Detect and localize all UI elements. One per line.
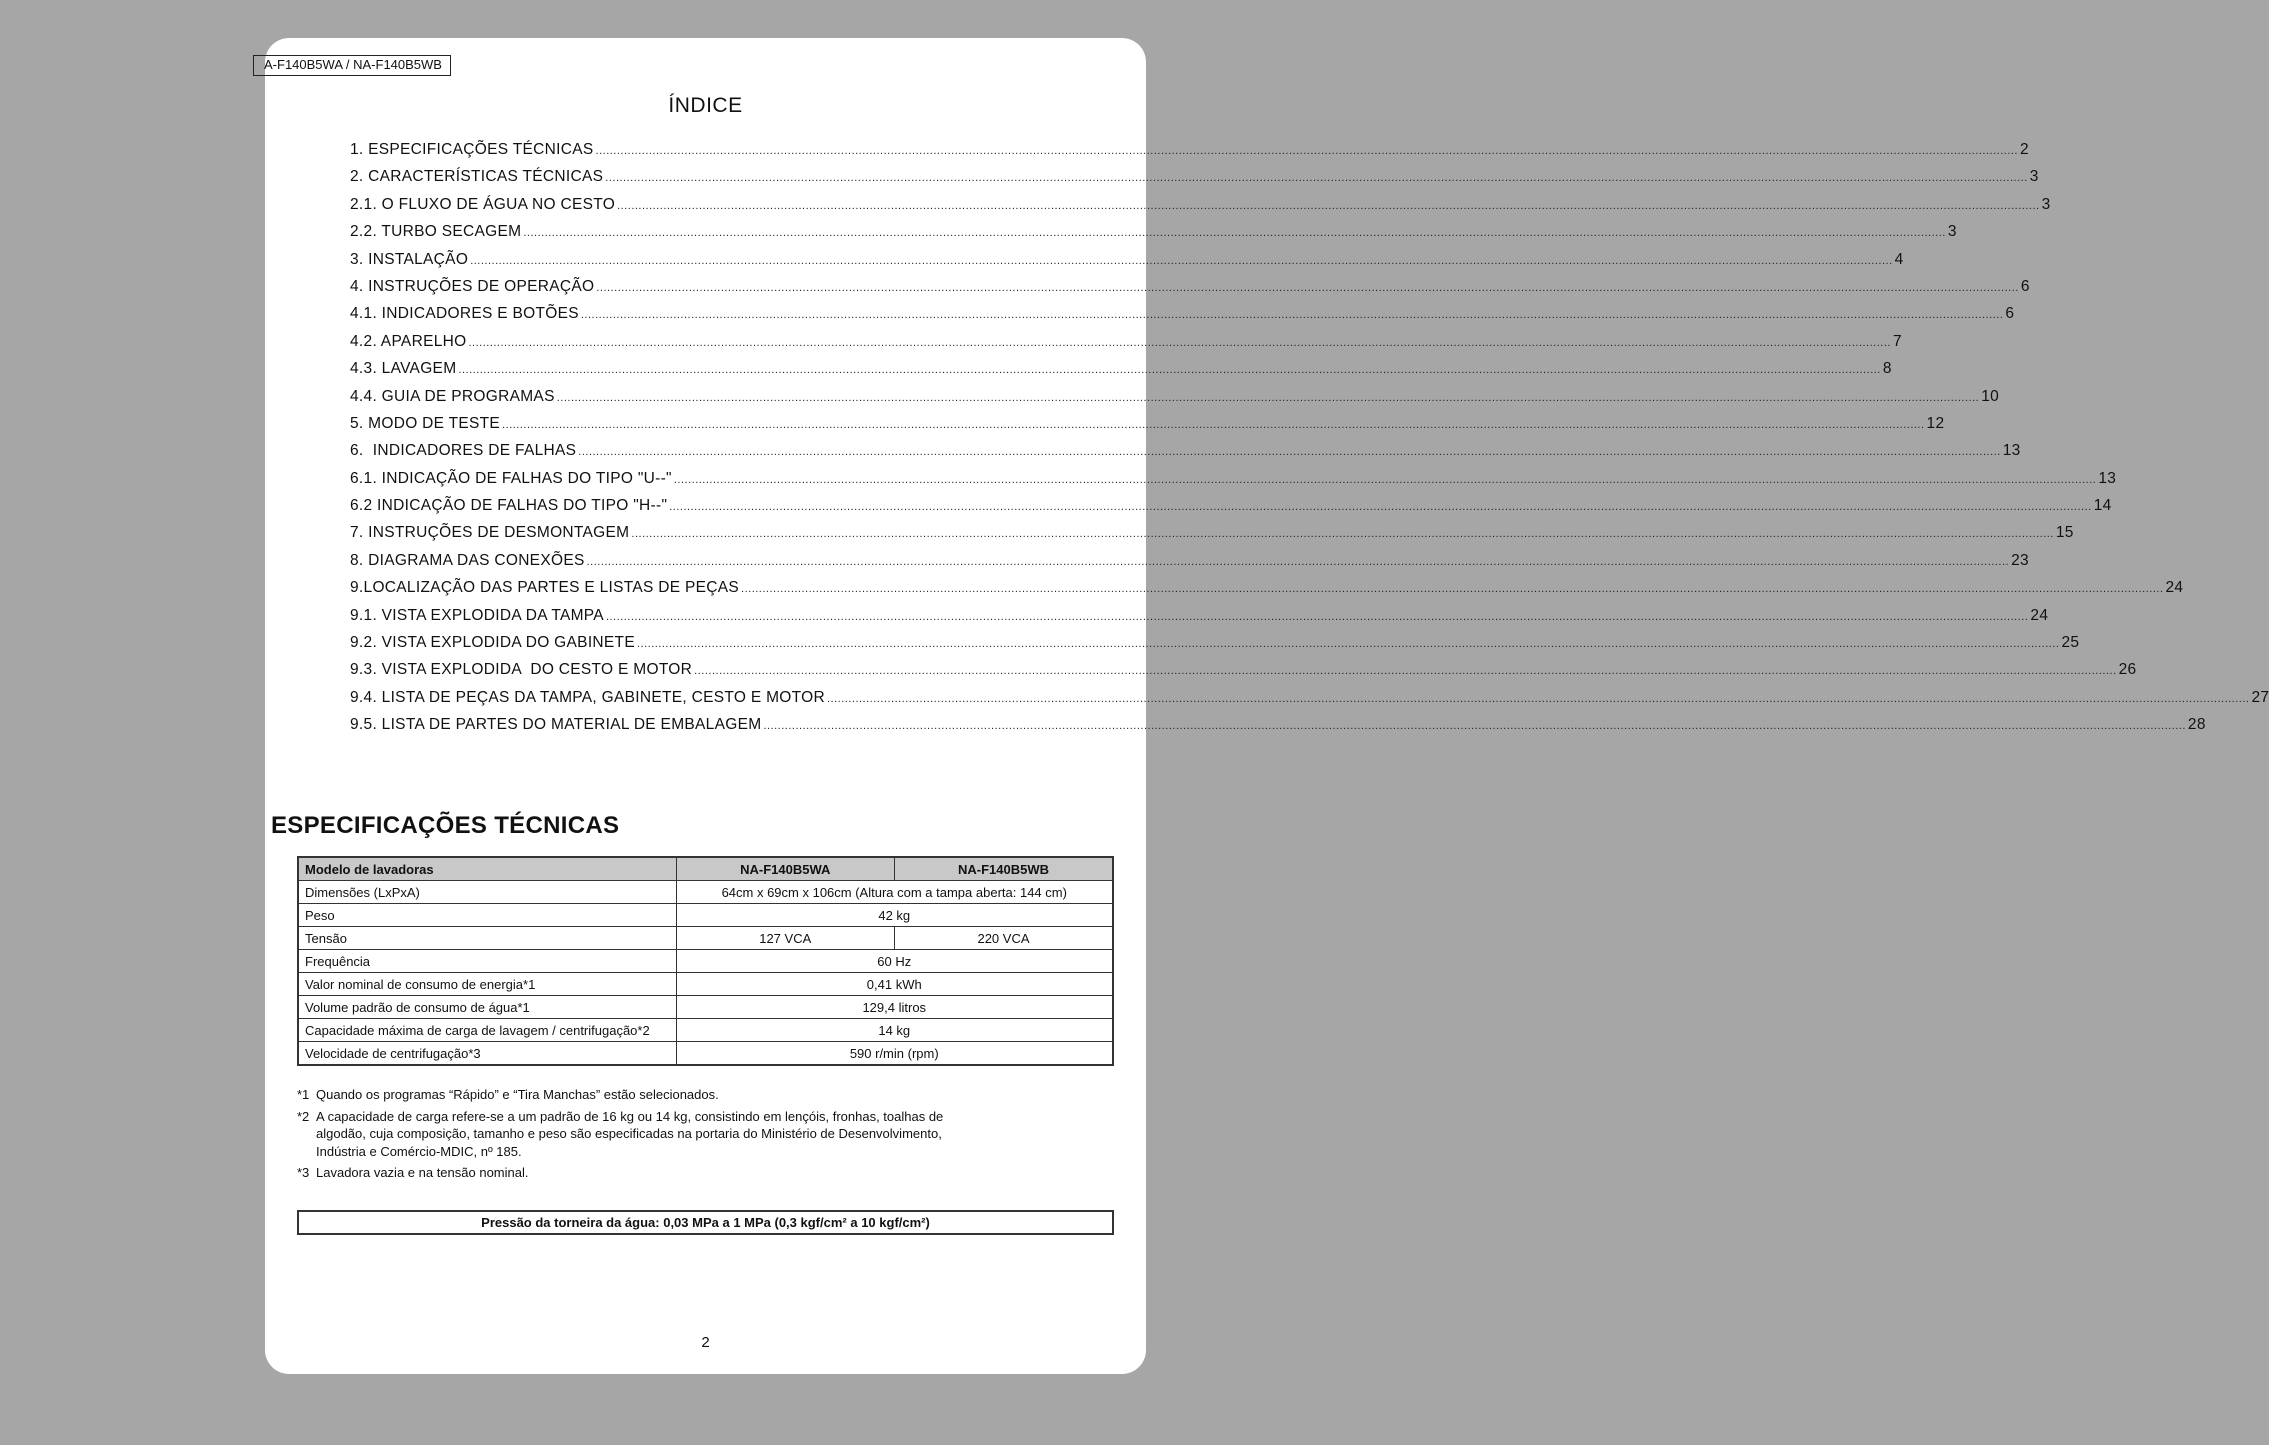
toc-item <box>350 688 2269 716</box>
row-label: Dimensões (LxPxA) <box>298 881 676 904</box>
row-value: 42 kg <box>676 904 1113 927</box>
footnote-text: Lavadora vazia e na tensão nominal. <box>316 1165 529 1180</box>
table-row <box>298 973 1113 996</box>
toc-item <box>350 387 2000 415</box>
toc-leader-dots: ................................................................................................................................................................................................................................................................................................................................................................................................................ <box>694 665 2117 678</box>
footnote <box>297 1108 957 1161</box>
toc-item <box>350 141 2029 168</box>
toc-item-page: 2 <box>2020 141 2029 158</box>
water-pressure-note: Pressão da torneira da água: 0,03 MPa a 1 MPa (0,3 kgf/cm² a 10 kgf/cm²) <box>297 1210 1114 1235</box>
toc-item <box>350 414 1945 442</box>
footnote <box>297 1164 957 1182</box>
toc-item-label: 6.2 INDICAÇÃO DE FALHAS DO TIPO "H--" <box>350 497 668 515</box>
toc-leader-dots: ................................................................................................................................................................................................................................................................................................................................................................................................................ <box>580 309 2004 322</box>
toc-leader-dots: ................................................................................................................................................................................................................................................................................................................................................................................................................ <box>669 501 2092 514</box>
toc-item <box>350 332 1902 360</box>
model-tag: A-F140B5WA / NA-F140B5WB <box>253 55 451 76</box>
footnote-mark: *2 <box>297 1108 310 1124</box>
toc-item-page: 24 <box>2165 579 2184 597</box>
toc-item-label: 4.2. APARELHO <box>350 332 467 350</box>
toc-item-page: 15 <box>2055 524 2074 542</box>
toc-leader-dots: ................................................................................................................................................................................................................................................................................................................................................................................................................ <box>605 172 2028 185</box>
toc-item <box>350 469 2117 497</box>
toc-item-label: 1. ESPECIFICAÇÕES TÉCNICAS <box>350 141 594 158</box>
toc-item-page: 6 <box>2020 277 2030 295</box>
toc-item-page: 25 <box>2061 634 2080 652</box>
toc-item <box>350 716 2206 743</box>
toc-item-label: 6.1. INDICAÇÃO DE FALHAS DO TIPO "U--" <box>350 469 672 487</box>
toc-leader-dots: ................................................................................................................................................................................................................................................................................................................................................................................................................ <box>596 281 2019 294</box>
toc-item-label: 2. CARACTERÍSTICAS TÉCNICAS <box>350 168 604 186</box>
toc-item <box>350 606 2049 634</box>
toc-leader-dots: ................................................................................................................................................................................................................................................................................................................................................................................................................ <box>595 145 2018 157</box>
toc-item-label: 9.1. VISTA EXPLODIDA DA TAMPA <box>350 606 604 624</box>
toc-item <box>350 250 1904 278</box>
toc-item <box>350 579 2184 606</box>
specs-table <box>297 856 1114 1066</box>
table-row <box>298 996 1113 1019</box>
toc-leader-dots: ................................................................................................................................................................................................................................................................................................................................................................................................................ <box>578 446 2001 459</box>
toc-item <box>350 277 2030 305</box>
row-label: Volume padrão de consumo de água*1 <box>298 996 676 1019</box>
toc-item-label: 2.2. TURBO SECAGEM <box>350 223 522 241</box>
toc-item-page: 8 <box>1882 360 1892 378</box>
row-value-b: 220 VCA <box>894 927 1113 950</box>
toc-leader-dots: ................................................................................................................................................................................................................................................................................................................................................................................................................ <box>763 720 2186 733</box>
index-title: ÍNDICE <box>668 94 743 117</box>
footnote-mark: *3 <box>297 1165 310 1180</box>
toc-item-page: 13 <box>2002 442 2021 460</box>
toc-item-label: 4. INSTRUÇÕES DE OPERAÇÃO <box>350 277 595 295</box>
toc-leader-dots: ................................................................................................................................................................................................................................................................................................................................................................................................................ <box>631 528 2054 541</box>
row-label: Tensão <box>298 927 676 950</box>
toc-item-label: 4.4. GUIA DE PROGRAMAS <box>350 387 555 405</box>
toc-item <box>350 168 2039 195</box>
toc-item-page: 24 <box>2030 606 2049 624</box>
toc-item <box>350 661 2137 688</box>
footnote-text: Quando os programas “Rápido” e “Tira Manchas” estão selecionados. <box>316 1087 719 1102</box>
toc-item-page: 14 <box>2093 497 2112 515</box>
toc-item-page: 3 <box>2041 195 2051 213</box>
page-number: 2 <box>701 1334 710 1351</box>
toc-item <box>350 195 2051 223</box>
toc-item-page: 4 <box>1894 250 1904 268</box>
table-of-contents <box>350 141 2269 744</box>
row-value: 590 r/min (rpm) <box>676 1042 1113 1066</box>
toc-leader-dots: ................................................................................................................................................................................................................................................................................................................................................................................................................ <box>605 610 2029 623</box>
document-page <box>264 38 2269 1374</box>
table-row <box>298 950 1113 973</box>
row-label: Valor nominal de consumo de energia*1 <box>298 973 676 996</box>
toc-item-label: 9.5. LISTA DE PARTES DO MATERIAL DE EMBALAGEM <box>350 716 762 734</box>
footnote-text: A capacidade de carga refere-se a um padrão de 16 kg ou 14 kg, consistindo em lençóis, fronhas, toalhas de algodão, cuja composição, tamanho e peso são especificadas na portaria do Ministério de Desenvolvimento, Indústria e Comércio-MDIC, nº 185. <box>316 1108 944 1159</box>
toc-item-page: 6 <box>2005 305 2015 323</box>
footnote <box>297 1086 957 1104</box>
toc-leader-dots: ................................................................................................................................................................................................................................................................................................................................................................................................................ <box>741 583 2164 596</box>
toc-leader-dots: ................................................................................................................................................................................................................................................................................................................................................................................................................ <box>468 336 1891 349</box>
toc-item <box>350 551 2029 579</box>
row-value: 129,4 litros <box>676 996 1113 1019</box>
toc-item <box>350 634 2080 661</box>
row-label: Velocidade de centrifugação*3 <box>298 1042 676 1066</box>
toc-item-page: 12 <box>1926 414 1945 432</box>
toc-leader-dots: ................................................................................................................................................................................................................................................................................................................................................................................................................ <box>458 364 1881 377</box>
header-model-a: NA-F140B5WA <box>676 857 894 881</box>
toc-leader-dots: ................................................................................................................................................................................................................................................................................................................................................................................................................ <box>556 391 1980 404</box>
toc-item-label: 9.2. VISTA EXPLODIDA DO GABINETE <box>350 634 635 652</box>
row-value: 64cm x 69cm x 106cm (Altura com a tampa aberta: 144 cm) <box>676 881 1113 904</box>
toc-item-page: 7 <box>1892 332 1902 350</box>
toc-item <box>350 442 2021 469</box>
toc-item-label: 7. INSTRUÇÕES DE DESMONTAGEM <box>350 524 630 542</box>
row-value: 60 Hz <box>676 950 1113 973</box>
table-row <box>298 904 1113 927</box>
toc-item-page: 3 <box>2029 168 2039 186</box>
toc-item-page: 26 <box>2118 661 2137 679</box>
toc-item <box>350 497 2112 524</box>
toc-leader-dots: ................................................................................................................................................................................................................................................................................................................................................................................................................ <box>827 692 2250 705</box>
toc-leader-dots: ................................................................................................................................................................................................................................................................................................................................................................................................................ <box>636 638 2060 651</box>
toc-item-label: 9.3. VISTA EXPLODIDA DO CESTO E MOTOR <box>350 661 693 679</box>
toc-leader-dots: ................................................................................................................................................................................................................................................................................................................................................................................................................ <box>470 254 1893 267</box>
toc-item <box>350 305 2015 332</box>
row-value-a: 127 VCA <box>676 927 894 950</box>
row-label: Frequência <box>298 950 676 973</box>
toc-leader-dots: ................................................................................................................................................................................................................................................................................................................................................................................................................ <box>617 199 2040 212</box>
row-label: Peso <box>298 904 676 927</box>
specs-header-row <box>298 857 1113 881</box>
toc-item-label: 3. INSTALAÇÃO <box>350 250 469 268</box>
table-row <box>298 1019 1113 1042</box>
toc-item <box>350 524 2074 551</box>
toc-item-page: 23 <box>2011 551 2029 569</box>
toc-item-label: 2.1. O FLUXO DE ÁGUA NO CESTO <box>350 195 616 213</box>
toc-item-page: 3 <box>1947 223 1957 241</box>
toc-item-label: 8. DIAGRAMA DAS CONEXÕES <box>350 551 585 569</box>
toc-item-label: 4.3. LAVAGEM <box>350 360 457 378</box>
footnote-mark: *1 <box>297 1087 310 1102</box>
table-row <box>298 1042 1113 1066</box>
row-label: Capacidade máxima de carga de lavagem / centrifugação*2 <box>298 1019 676 1042</box>
toc-item-label: 5. MODO DE TESTE <box>350 414 501 432</box>
toc-leader-dots: ................................................................................................................................................................................................................................................................................................................................................................................................................ <box>523 227 1946 240</box>
row-value: 0,41 kWh <box>676 973 1113 996</box>
toc-item-page: 10 <box>1981 387 2000 405</box>
toc-item-label: 6. INDICADORES DE FALHAS <box>350 442 577 460</box>
toc-leader-dots: ................................................................................................................................................................................................................................................................................................................................................................................................................ <box>586 555 2010 568</box>
toc-leader-dots: ................................................................................................................................................................................................................................................................................................................................................................................................................ <box>502 418 1925 431</box>
toc-leader-dots: ................................................................................................................................................................................................................................................................................................................................................................................................................ <box>673 473 2097 486</box>
table-row <box>298 927 1113 950</box>
toc-item-page: 13 <box>2098 469 2117 487</box>
table-row <box>298 881 1113 904</box>
header-model-b: NA-F140B5WB <box>894 857 1113 881</box>
toc-item-label: 9.4. LISTA DE PEÇAS DA TAMPA, GABINETE, CESTO E MOTOR <box>350 688 825 706</box>
toc-item-page: 27 <box>2251 688 2269 706</box>
toc-item-label: 9.LOCALIZAÇÃO DAS PARTES E LISTAS DE PEÇAS <box>350 579 740 597</box>
toc-item-page: 28 <box>2187 716 2206 734</box>
toc-item <box>350 223 1957 250</box>
specs-title: ESPECIFICAÇÕES TÉCNICAS <box>271 812 620 839</box>
header-model-label: Modelo de lavadoras <box>298 857 676 881</box>
row-value: 14 kg <box>676 1019 1113 1042</box>
toc-item <box>350 360 1892 387</box>
footnotes <box>297 1086 957 1186</box>
toc-item-label: 4.1. INDICADORES E BOTÕES <box>350 305 579 323</box>
